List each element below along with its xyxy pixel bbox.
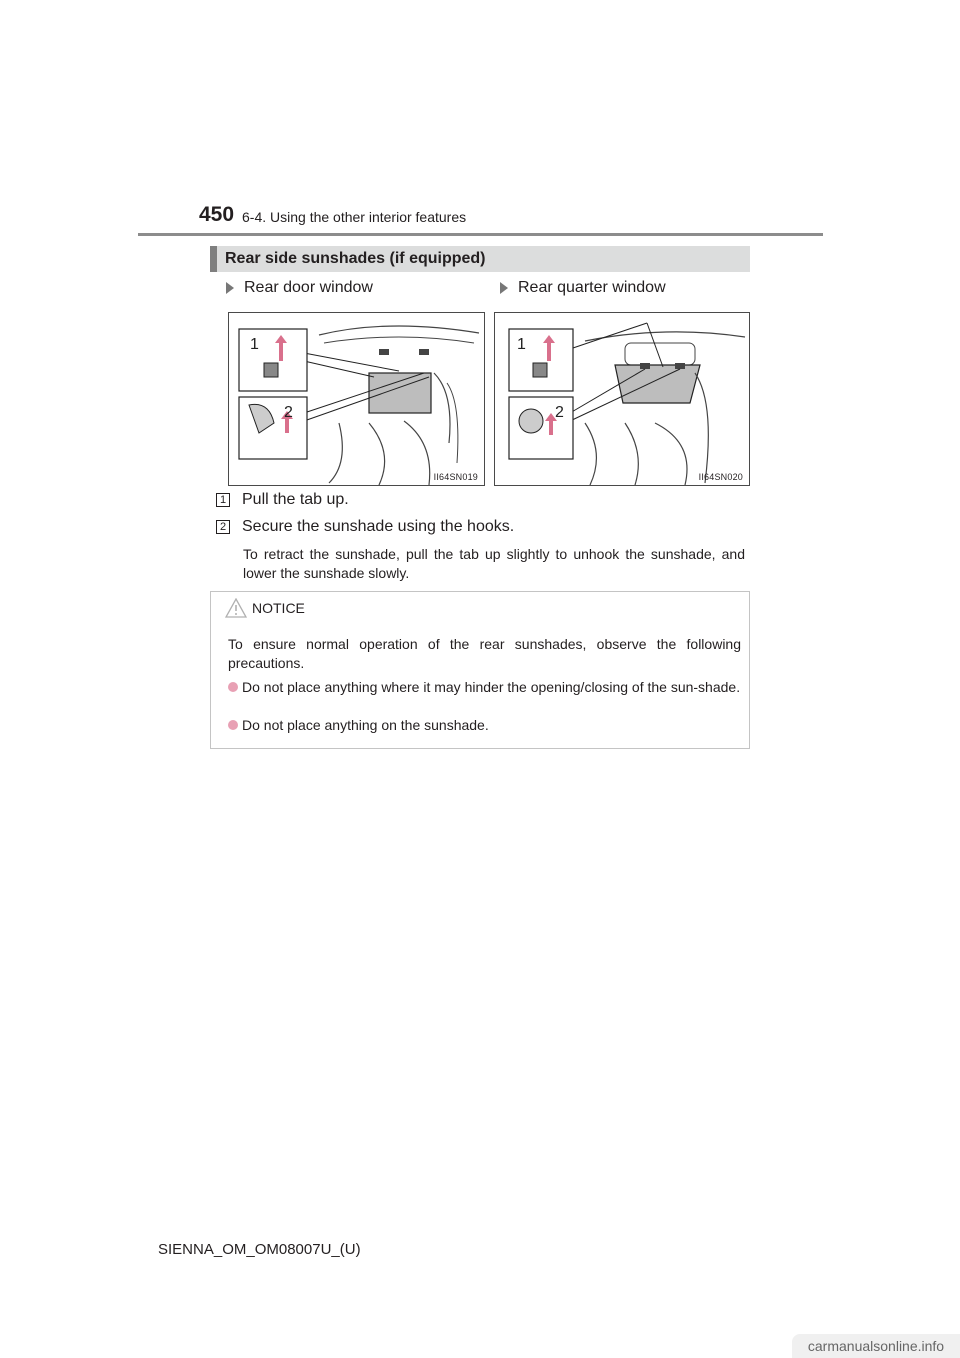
bullet-dot-icon [228, 682, 238, 692]
warning-triangle-icon [225, 598, 247, 618]
step-number: 1 [216, 493, 230, 507]
notice-item [228, 716, 741, 735]
notice-intro: To ensure normal operation of the rear sunshades, observe the following precautions. [228, 636, 741, 671]
triangle-bullet-icon [500, 282, 508, 294]
step-number: 2 [216, 520, 230, 534]
callout-1: 1 [517, 336, 526, 353]
bullet-dot-icon [228, 720, 238, 730]
figure-caption-door [226, 279, 373, 297]
figure-caption-text: Rear quarter window [518, 279, 666, 296]
chapter-label: 6-4. Using the other interior features [242, 209, 467, 225]
callout-1: 1 [250, 336, 259, 353]
notice-header [225, 598, 305, 618]
step-1 [216, 491, 349, 509]
figure-caption-text: Rear door window [244, 279, 373, 296]
section-heading [210, 246, 750, 272]
figure-rear-door-window [228, 312, 485, 486]
notice-item-text: Do not place anything on the sunshade. [242, 717, 489, 733]
figure-rear-quarter-window [494, 312, 750, 486]
header-rule [138, 233, 823, 236]
step-text: Pull the tab up. [242, 491, 349, 508]
notice-item-text: Do not place anything where it may hinder the opening/closing of the sun-shade. [242, 679, 741, 695]
footer-doc-id: SIENNA_OM_OM08007U_(U) [158, 1241, 361, 1258]
retract-note: To retract the sunshade, pull the tab up slightly to unhook the sunshade, and lower the sunshade slowly. [243, 546, 745, 581]
triangle-bullet-icon [226, 282, 234, 294]
step-2 [216, 518, 514, 536]
section-title: Rear side sunshades (if equipped) [225, 250, 486, 267]
figure-caption-quarter [500, 279, 666, 297]
figure-code: II64SN019 [433, 472, 478, 482]
figure-code: II64SN020 [698, 472, 743, 482]
step-text: Secure the sunshade using the hooks. [242, 518, 515, 535]
callout-2: 2 [284, 404, 293, 421]
notice-box [210, 591, 750, 749]
illustration-rear-door [229, 313, 485, 486]
notice-item [228, 678, 741, 697]
page-number: 450 [199, 203, 235, 226]
callout-2: 2 [555, 404, 564, 421]
illustration-rear-quarter [495, 313, 750, 486]
notice-title: NOTICE [252, 600, 305, 616]
watermark: carmanualsonline.info [792, 1334, 960, 1358]
